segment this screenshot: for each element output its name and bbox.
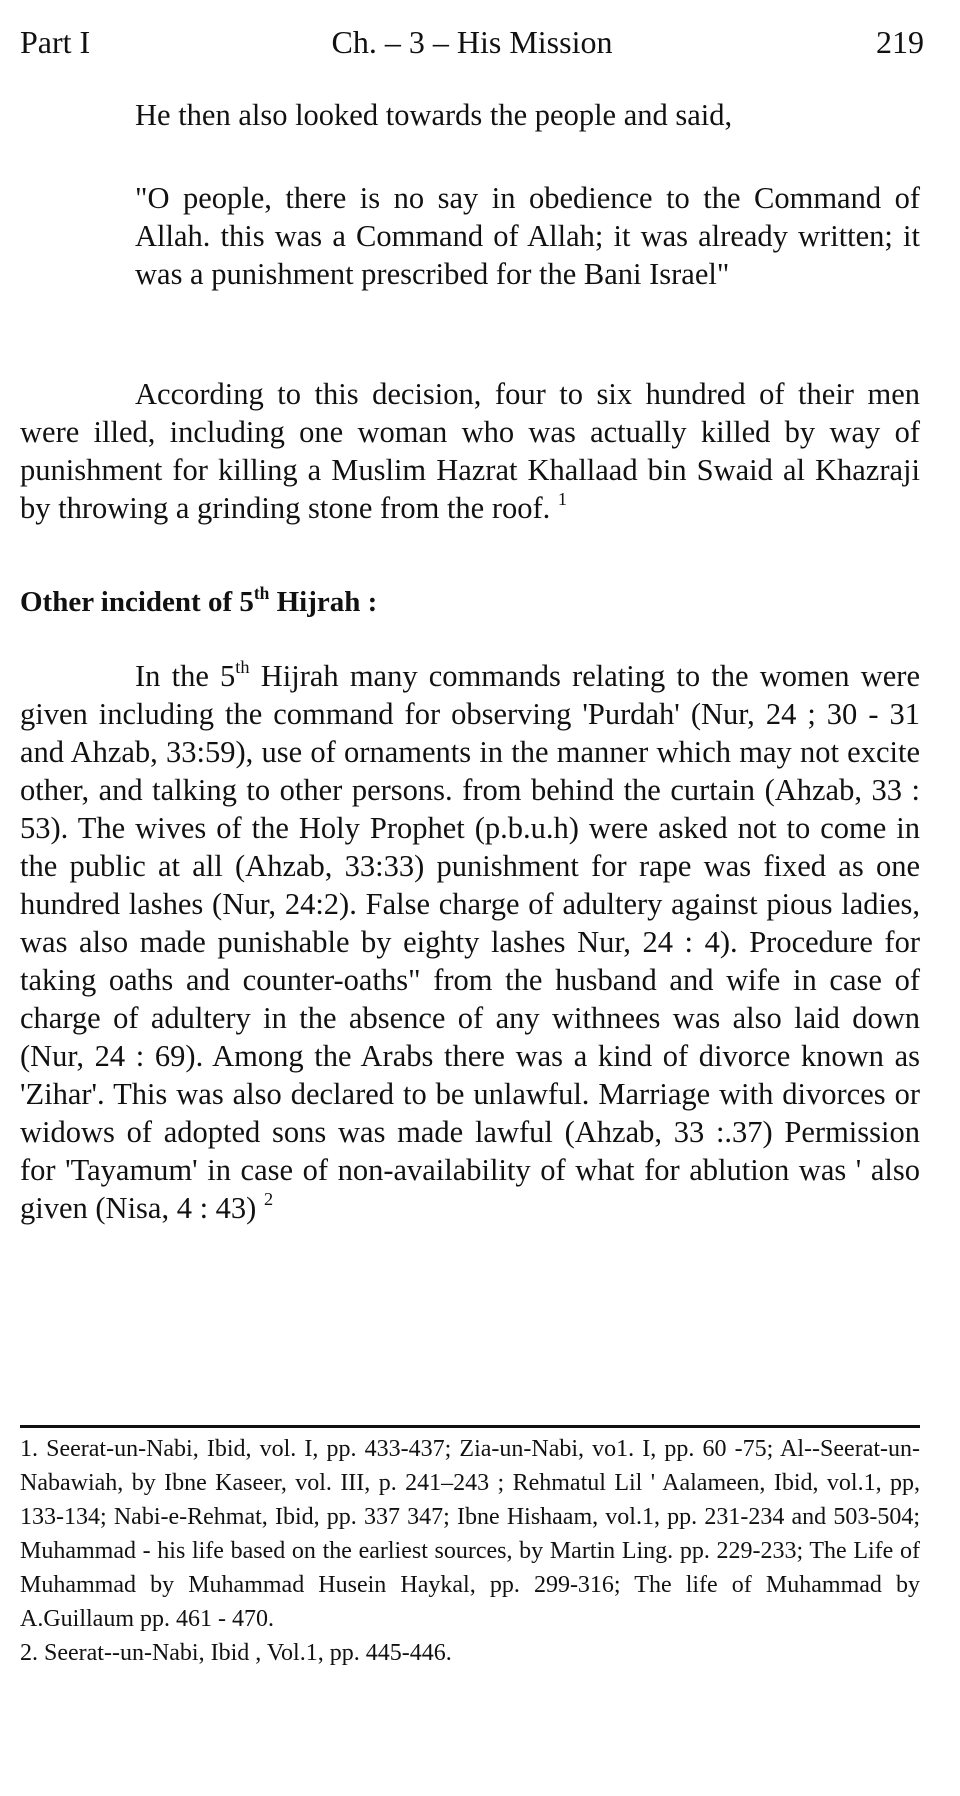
section-heading [20, 583, 377, 621]
incident-paragraph [20, 657, 920, 1227]
heading-sup: th [253, 582, 270, 603]
page-header [20, 22, 924, 62]
heading-prefix: Other incident of 5 [20, 586, 254, 618]
footnote-divider [20, 1425, 920, 1428]
decision-paragraph [20, 375, 920, 527]
footnote-2: 2. Seerat--un-Nabi, Ibid , Vol.1, pp. 445-446. [20, 1640, 452, 1666]
quote-intro-paragraph: He then also looked towards the people and said, [135, 98, 733, 132]
chapter-title: Ch. – 3 – His Mission [331, 24, 613, 60]
page-number: 219 [876, 24, 924, 60]
footnote-ref-1: 1 [557, 489, 568, 510]
part-label: Part I [20, 24, 91, 60]
footnote-ref-2: 2 [263, 1189, 274, 1210]
footnotes [20, 1432, 920, 1670]
quote-paragraph: "O people, there is no say in obedience to the Command of Allah. this was a Command of Allah; it was already written; it was a punishment prescribed for the Bani Israel" [135, 181, 920, 291]
incident-sup: th [235, 657, 250, 678]
decision-text: According to this decision, four to six hundred of their men were illed, including one woman who was actually killed by way of punishment for killing a Muslim Hazrat Khallaad bin Swaid al Khazraji by throwing a grinding stone from the roof. [20, 377, 920, 525]
incident-text: Hijrah many commands relating to the women were given including the command for observing 'Purdah' (Nur, 24 ; 30 - 31 and Ahzab, 33:59), use of ornaments in the manner which may not excite other, and talking to other persons. from behind the curtain (Ahzab, 33 : 53). The wives of the Holy Prophet (p.b.u.h) were asked not to come in the public at all (Ahzab, 33:33) punishment for rape was fixed as one hundred lashes (Nur, 24:2). False charge of adultery against pious ladies, was also made punishable by eighty lashes Nur, 24 : 4). Procedure for taking oaths and counter-oaths" from the husband and wife in case of charge of adultery in the absence of any withnees was also laid down (Nur, 24 : 69). Among the Arabs there was a kind of divorce known as 'Zihar'. This was also declared to be unlawful. Marriage with divorces or widows of adopted sons was made lawful (Ahzab, 33 :.37) Permission for 'Tayamum' in case of non-availability of what for ablution was ' also given (Nisa, 4 : 43) [20, 659, 920, 1225]
heading-suffix: Hijrah : [269, 586, 378, 618]
incident-prefix: In the 5 [135, 659, 236, 693]
footnote-1: 1. Seerat-un-Nabi, Ibid, vol. I, pp. 433-437; Zia-un-Nabi, vo1. I, pp. 60 -75; Al--Seerat-un-Nabawiah, by Ibne Kaseer, vol. III, p. 241–243 ; Rehmatul Lil ' Aalameen, Ibid, vol.1, pp, 133-134; Nabi-e-Rehmat, Ibid, pp. 337 347; Ibne Hishaam, vol.1, pp. 231-234 and 503-504; Muhammad - his life based on the earliest sources, by Martin Ling. pp. 229-233; The Life of Muhammad by Muhammad Husein Haykal, pp. 299-316; The life of Muhammad by A.Guillaum pp. 461 - 470. [20, 1436, 920, 1632]
